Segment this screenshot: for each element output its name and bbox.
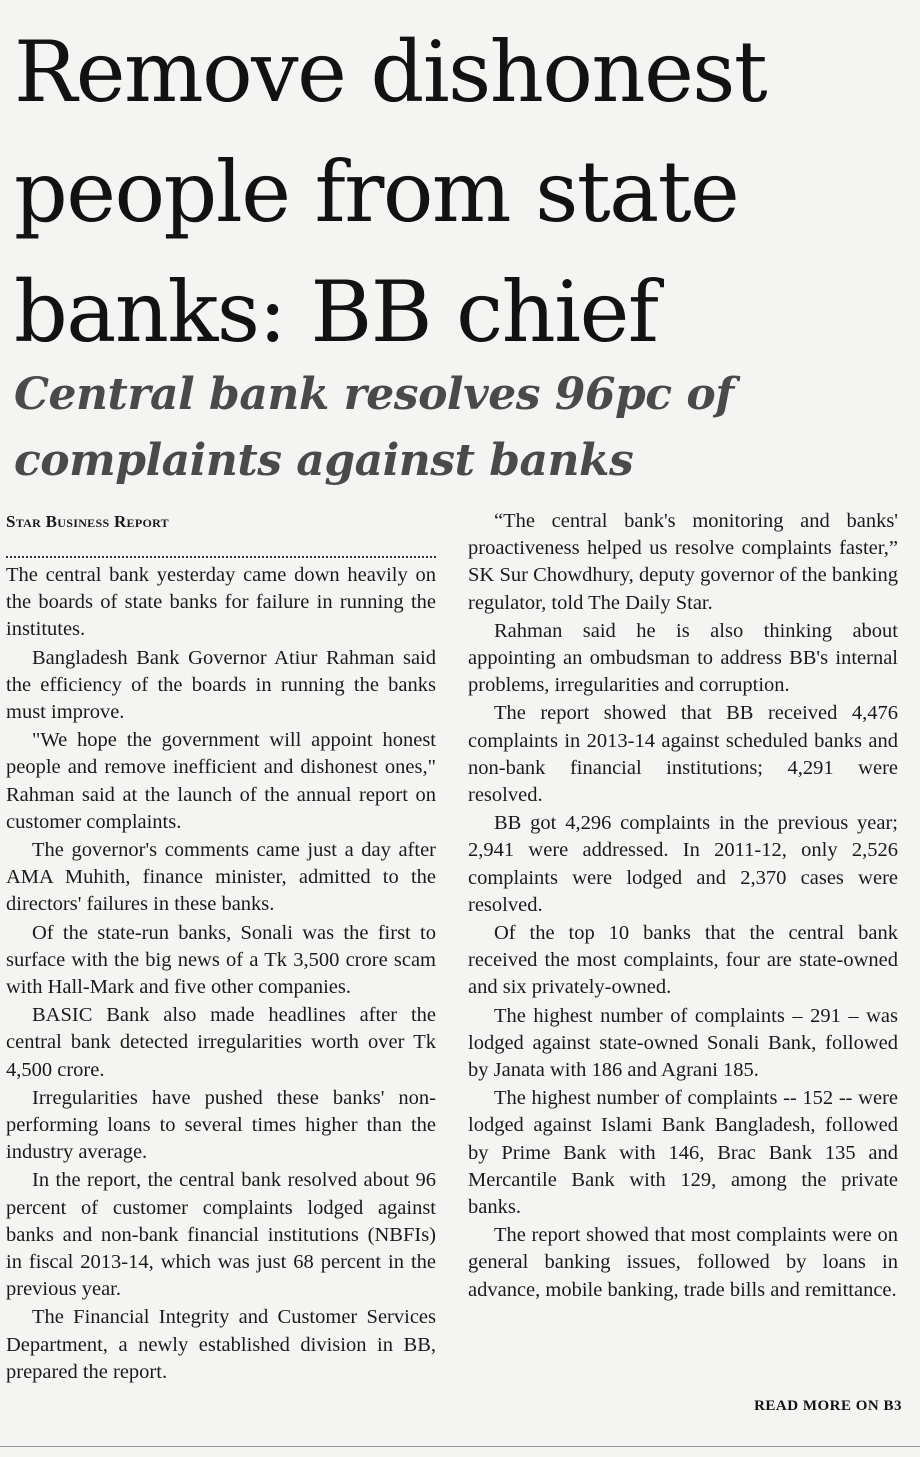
byline: Star Business Report (6, 512, 169, 531)
paragraph: The central bank yesterday came down heavily on the boards of state banks for failure in running the institutes. (6, 564, 436, 641)
paragraph: BASIC Bank also made headlines after the central bank detected irregularities worth over Tk 4,500 crore. (6, 1004, 436, 1081)
paragraph: Irregularities have pushed these banks' non-performing loans to several times higher than the industry average. (6, 1086, 436, 1164)
paragraph: The governor's comments came just a day after AMA Muhith, finance minister, admitted to the directors' failures in these banks. (6, 839, 436, 916)
read-more-link[interactable]: READ MORE ON B3 (754, 1398, 902, 1414)
paragraph: "We hope the government will appoint honest people and remove inefficient and dishonest ones," Rahman said at the launch of the annual report on customer complaints. (6, 729, 436, 833)
paragraph: Rahman said he is also thinking about appointing an ombudsman to address BB's internal problems, irregularities and corruption. (468, 619, 898, 697)
subheadline: Central bank resolves 96pc of complaints against banks (14, 369, 734, 486)
paragraph: Of the top 10 banks that the central bank received the most complaints, four are state-owned and six privately-owned. (468, 922, 898, 999)
bottom-rule (0, 1446, 920, 1447)
headline: Remove dishonest people from state banks: BB chief (14, 23, 767, 361)
paragraph: In the report, the central bank resolved about 96 percent of customer complaints lodged against banks and non-bank financial institutions (NBFIs) in fiscal 2013-14, which was just 68 percent in the previous year. (6, 1169, 436, 1301)
paragraph: BB got 4,296 complaints in the previous year; 2,941 were addressed. In 2011-12, only 2,526 complaints were lodged and 2,370 cases were resolved. (468, 812, 898, 916)
byline-divider (6, 542, 436, 558)
paragraph: The Financial Integrity and Customer Services Department, a newly established division in BB, prepared the report. (6, 1306, 436, 1383)
paragraph: The highest number of complaints – 291 – was lodged against state-owned Sonali Bank, followed by Janata with 186 and Agrani 185. (468, 1004, 898, 1082)
article-column-left (6, 508, 436, 1428)
paragraph: Of the state-run banks, Sonali was the first to surface with the big news of a Tk 3,500 crore scam with Hall-Mark and five other companies. (6, 921, 436, 999)
paragraph: The report showed that most complaints were on general banking issues, followed by loans in advance, mobile banking, trade bills and remittance. (468, 1224, 898, 1301)
paragraph: Bangladesh Bank Governor Atiur Rahman said the efficiency of the boards in running the banks must improve. (6, 646, 436, 724)
article-column-right (468, 508, 898, 1428)
paragraph: “The central bank's monitoring and banks' proactiveness helped us resolve complaints faster,” SK Sur Chowdhury, deputy governor of the banking regulator, told The Daily Star. (468, 510, 898, 614)
paragraph: The report showed that BB received 4,476 complaints in 2013-14 against scheduled banks and non-bank financial institutions; 4,291 were resolved. (468, 702, 898, 807)
paragraph: The highest number of complaints -- 152 -- were lodged against Islami Bank Bangladesh, followed by Prime Bank with 146, Brac Bank 135 and Mercantile Bank with 129, among the private banks. (468, 1087, 898, 1219)
